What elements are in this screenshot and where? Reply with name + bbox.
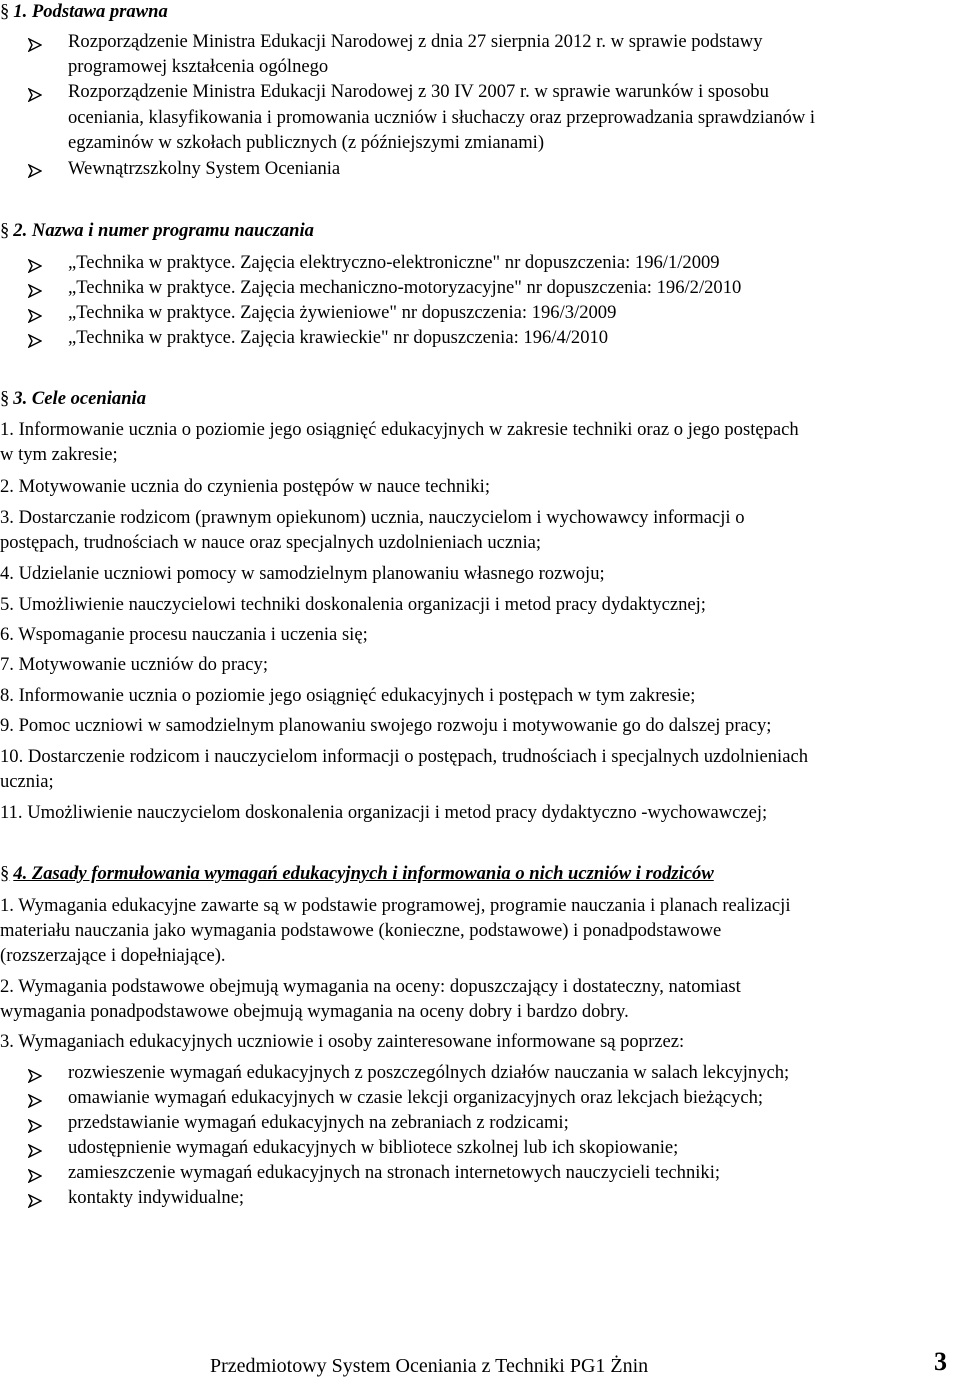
s1-item-1-line-1: Rozporządzenie Ministra Edukacji Narodowej z dnia 27 sierpnia 2012 r. w sprawie podstawy [68,31,763,52]
arrow-bullet-icon [28,1169,42,1183]
section-3-title: 3. Cele oceniania [13,388,147,409]
s4-item-4-text: udostępnienie wymagań edukacyjnych w bibliotece szkolnej lub ich skopiowanie; [68,1137,679,1158]
section-3-heading [0,387,146,411]
arrow-bullet-icon [28,38,42,52]
s2-item-3-text: „Technika w praktyce. Zajęcia żywieniowe" nr dopuszczenia: 196/3/2009 [68,302,617,323]
s4-item-5-text: zamieszczenie wymagań edukacyjnych na stronach internetowych nauczycieli techniki; [68,1162,721,1183]
arrow-bullet-icon [28,1194,42,1208]
s1-item-2-line-2: oceniania, klasyfikowania i promowania uczniów i słuchaczy oraz przeprowadzania sprawdzianów i [68,107,816,128]
s4-item-6-text: kontakty indywidualne; [68,1187,245,1208]
section-mark: § [0,220,10,241]
arrow-bullet-icon [28,309,42,323]
s1-item-2-line-1: Rozporządzenie Ministra Edukacji Narodowej z 30 IV 2007 r. w sprawie warunków i sposobu [68,81,769,102]
section-2-title: 2. Nazwa i numer programu nauczania [13,220,314,241]
section-1-heading [0,0,168,24]
s3-line-13: ucznia; [0,771,54,792]
section-mark: § [0,388,10,409]
s2-item-1-text: „Technika w praktyce. Zajęcia elektryczno-elektroniczne" nr dopuszczenia: 196/1/2009 [68,252,720,273]
s3-line-2: w tym zakresie; [0,444,118,465]
arrow-bullet-icon [28,1069,42,1083]
s4-line-4: 2. Wymagania podstawowe obejmują wymagania na oceny: dopuszczający i dostateczny, natomiast [0,976,741,997]
s3-line-6: 4. Udzielanie uczniowi pomocy w samodzielnym planowaniu własnego rozwoju; [0,563,605,584]
arrow-bullet-icon [28,1119,42,1133]
section-2-heading [0,219,314,243]
s3-line-11: 9. Pomoc uczniowi w samodzielnym planowaniu swojego rozwoju i motywowanie go do dalszej pracy; [0,715,772,736]
section-mark: § [0,1,10,22]
s1-item-3-line-1: Wewnątrzszkolny System Oceniania [68,158,341,179]
s4-line-2: materiału nauczania jako wymagania podstawowe (konieczne, podstawowe) i ponadpodstawowe [0,920,722,941]
page-footer: Przedmiotowy System Oceniania z Techniki PG1 Żnin [210,1355,649,1377]
arrow-bullet-icon [28,284,42,298]
s3-line-3: 2. Motywowanie ucznia do czynienia postępów w nauce techniki; [0,476,491,497]
s4-item-3-text: przedstawianie wymagań edukacyjnych na zebraniach z rodzicami; [68,1112,569,1133]
s4-item-2-text: omawianie wymagań edukacyjnych w czasie lekcji organizacyjnych oraz lekcjach bieżących; [68,1087,764,1108]
s3-line-9: 7. Motywowanie uczniów do pracy; [0,654,268,675]
section-4-title: 4. Zasady formułowania wymagań edukacyjnych i informowania o nich uczniów i rodziców [13,863,714,884]
section-1-title: 1. Podstawa prawna [13,1,168,22]
s3-line-5: postępach, trudnościach w nauce oraz specjalnych uzdolnieniach ucznia; [0,532,542,553]
s4-line-6: 3. Wymaganiach edukacyjnych uczniowie i osoby zainteresowane informowane są poprzez: [0,1031,685,1052]
s3-line-10: 8. Informowanie ucznia o poziomie jego osiągnięć edukacyjnych i postępach w tym zakresie; [0,685,696,706]
arrow-bullet-icon [28,164,42,178]
s1-item-2-line-3: egzaminów w szkołach publicznych (z późniejszymi zmianami) [68,132,545,153]
s4-line-3: (rozszerzające i dopełniające). [0,945,226,966]
s3-line-12: 10. Dostarczenie rodzicom i nauczycielom informacji o postępach, trudnościach i specjalnych uzdolnieniach [0,746,809,767]
arrow-bullet-icon [28,259,42,273]
s3-line-1: 1. Informowanie ucznia o poziomie jego osiągnięć edukacyjnych w zakresie techniki oraz o jego postępach [0,419,799,440]
arrow-bullet-icon [28,1144,42,1158]
s3-line-4: 3. Dostarczanie rodzicom (prawnym opiekunom) ucznia, nauczycielom i wychowawcy informacji o [0,507,745,528]
arrow-bullet-icon [28,88,42,102]
section-4-heading [0,862,714,886]
s4-line-5: wymagania ponadpodstawowe obejmują wymagania na oceny dobry i bardzo dobry. [0,1001,629,1022]
section-mark: § [0,863,10,884]
page-number: 3 [934,1347,947,1376]
s3-line-7: 5. Umożliwienie nauczycielowi techniki doskonalenia organizacji i metod pracy dydaktycznej; [0,594,706,615]
s3-line-8: 6. Wspomaganie procesu nauczania i uczenia się; [0,624,368,645]
arrow-bullet-icon [28,1094,42,1108]
s1-item-1-line-2: programowej kształcenia ogólnego [68,56,329,77]
s2-item-4-text: „Technika w praktyce. Zajęcia krawieckie" nr dopuszczenia: 196/4/2010 [68,327,609,348]
s3-line-14: 11. Umożliwienie nauczycielom doskonalenia organizacji i metod pracy dydaktyczno -wychowawczej; [0,802,768,823]
s2-item-2-text: „Technika w praktyce. Zajęcia mechaniczno-motoryzacyjne" nr dopuszczenia: 196/2/2010 [68,277,742,298]
s4-line-1: 1. Wymagania edukacyjne zawarte są w podstawie programowej, programie nauczania i planach realizacji [0,895,791,916]
arrow-bullet-icon [28,334,42,348]
s4-item-1-text: rozwieszenie wymagań edukacyjnych z poszczególnych działów nauczania w salach lekcyjnych; [68,1062,790,1083]
